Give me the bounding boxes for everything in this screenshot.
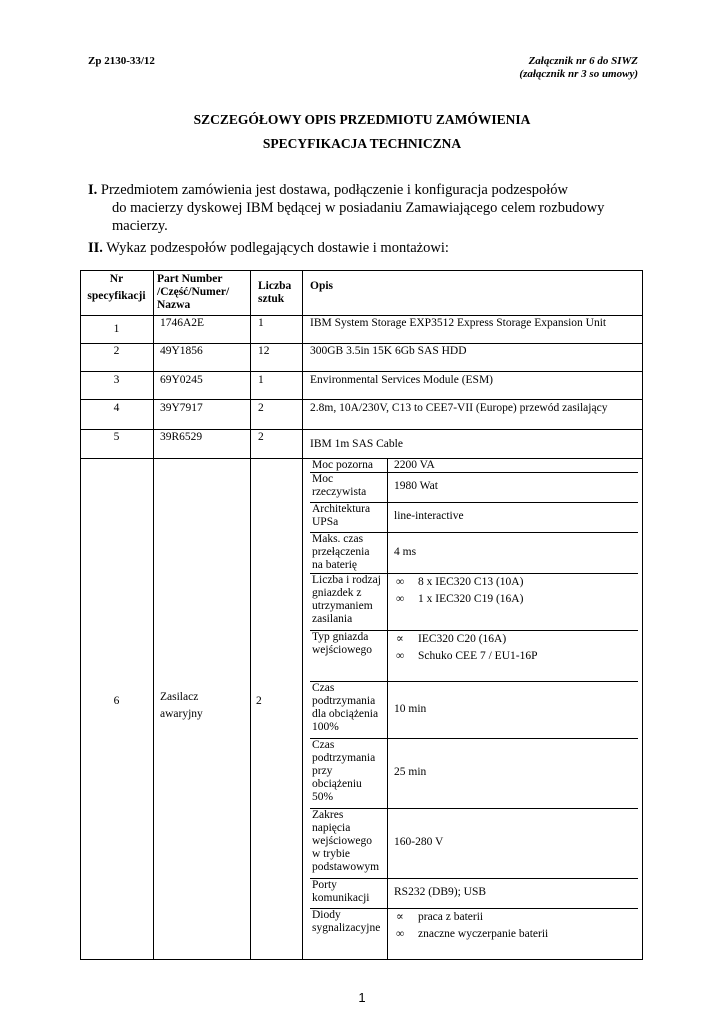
spec-label bbox=[312, 473, 385, 499]
spec-label-line: Zakres bbox=[312, 809, 344, 821]
spec-label-line: Moc pozorna bbox=[312, 459, 373, 471]
row-4-part: 39Y7917 bbox=[160, 402, 203, 414]
section-2-text: Wykaz podzespołów podlegających dostawie i montażowi: bbox=[106, 240, 449, 256]
row-1-qty: 1 bbox=[258, 317, 264, 329]
section-2-number: II. bbox=[88, 240, 103, 256]
spec-label-line: Architektura bbox=[312, 503, 371, 515]
bullet-icon: ∞ bbox=[396, 928, 405, 940]
spec-label bbox=[312, 503, 385, 529]
spec-bullet-list bbox=[396, 631, 537, 665]
bullet-icon: ∝ bbox=[396, 911, 404, 923]
spec-label-line: rzeczywista bbox=[312, 486, 367, 498]
spec-bullet-item bbox=[396, 648, 537, 665]
spec-value: 10 min bbox=[394, 702, 427, 715]
spec-label-line: 50% bbox=[312, 791, 334, 803]
spec-value: line-interactive bbox=[394, 510, 464, 522]
spec-label-line: Liczba i rodzaj bbox=[312, 574, 381, 586]
spec-label-line: dla obciążenia bbox=[312, 708, 379, 720]
row-2-part: 49Y1856 bbox=[160, 345, 203, 357]
bullet-text: 8 x IEC320 C13 (10A) bbox=[418, 576, 524, 588]
header-part-l1: Part Number bbox=[157, 273, 223, 285]
row-4-number: 4 bbox=[113, 402, 120, 414]
section-1-line-1 bbox=[88, 181, 638, 199]
row-2-qty: 12 bbox=[258, 345, 270, 357]
spec-label bbox=[312, 879, 385, 905]
header-qty-l2: sztuk bbox=[258, 293, 285, 305]
spec-label-line: w trybie bbox=[312, 848, 351, 860]
spec-value: RS232 (DB9); USB bbox=[394, 886, 487, 898]
spec-bullet-item bbox=[396, 591, 523, 608]
ups-spec-table bbox=[302, 458, 643, 960]
document-title: SZCZEGÓŁOWY OPIS PRZEDMIOTU ZAMÓWIENIA bbox=[193, 112, 531, 127]
bullet-text: znaczne wyczerpanie baterii bbox=[418, 928, 549, 940]
section-2 bbox=[88, 239, 638, 257]
row-4-desc: 2.8m, 10A/230V, C13 to CEE7-VII (Europe) przewód zasilający bbox=[310, 402, 608, 414]
bullet-text: IEC320 C20 (16A) bbox=[418, 633, 507, 645]
spec-label-line: gniazdek z bbox=[312, 587, 362, 599]
row-3-number: 3 bbox=[113, 374, 120, 386]
spec-value: 160-280 V bbox=[394, 836, 444, 848]
row-2-number: 2 bbox=[113, 345, 120, 357]
row-2-desc: 300GB 3.5in 15K 6Gb SAS HDD bbox=[310, 345, 467, 357]
spec-label-line: wejściowego bbox=[312, 835, 373, 847]
spec-label bbox=[312, 631, 385, 657]
bullet-text: 1 x IEC320 C19 (16A) bbox=[418, 593, 524, 605]
spec-value: 2200 VA bbox=[394, 459, 435, 471]
document-reference: Zp 2130-33/12 bbox=[88, 55, 155, 67]
spec-label-line: sygnalizacyjne bbox=[312, 922, 381, 934]
header-part-l3: Nazwa bbox=[157, 299, 191, 311]
spec-label-line: komunikacji bbox=[312, 892, 370, 904]
row-5-qty: 2 bbox=[258, 431, 264, 443]
header-part-number bbox=[157, 273, 229, 312]
bullet-icon: ∞ bbox=[396, 593, 405, 605]
spec-label-line: utrzymaniem bbox=[312, 600, 373, 612]
spec-label bbox=[312, 682, 385, 734]
annex-note bbox=[519, 55, 638, 81]
page-number: 1 bbox=[358, 990, 366, 1005]
spec-label bbox=[312, 459, 385, 472]
spec-bullet-item bbox=[396, 909, 548, 926]
spec-label bbox=[312, 739, 385, 804]
spec-bullet-list bbox=[396, 574, 523, 608]
spec-label-line: wejściowego bbox=[312, 644, 373, 656]
spec-value: 25 min bbox=[394, 766, 427, 778]
row-5-number: 5 bbox=[113, 431, 120, 443]
header-qty-l1: Liczba bbox=[258, 280, 292, 292]
ups-name-l1: Zasilacz bbox=[160, 691, 199, 703]
row-5-part: 39R6529 bbox=[160, 431, 203, 443]
row-6-qty: 2 bbox=[256, 695, 262, 707]
header-spec-number-l1: Nr bbox=[109, 273, 124, 285]
spec-bullet-item bbox=[396, 926, 548, 943]
ups-name-l2: awaryjny bbox=[160, 708, 203, 720]
spec-label-line: 100% bbox=[312, 721, 339, 733]
spec-label bbox=[312, 909, 385, 935]
section-1-text-1: Przedmiotem zamówienia jest dostawa, podłączenie i konfiguracja podzespołów bbox=[100, 182, 568, 198]
document-subtitle: SPECYFIKACJA TECHNICZNA bbox=[262, 136, 462, 151]
spec-label-line: podtrzymania bbox=[312, 695, 376, 707]
spec-label-line: Maks. czas bbox=[312, 533, 364, 545]
header-part-l2: /Część/Numer/ bbox=[157, 286, 230, 298]
spec-label bbox=[312, 574, 385, 626]
spec-bullet-item bbox=[396, 574, 523, 591]
spec-label bbox=[312, 533, 385, 572]
spec-label-line: zasilania bbox=[312, 613, 353, 625]
spec-label-line: Diody bbox=[312, 909, 341, 921]
annex-line-2: (załącznik nr 3 so umowy) bbox=[519, 68, 638, 80]
bullet-icon: ∞ bbox=[396, 650, 405, 662]
header-spec-number-l2: specyfikacji bbox=[87, 290, 146, 302]
bullet-text: Schuko CEE 7 / EU1-16P bbox=[418, 650, 538, 662]
bullet-text: praca z baterii bbox=[418, 911, 484, 923]
spec-bullet-list bbox=[396, 909, 548, 943]
row-1-part: 1746A2E bbox=[160, 317, 205, 329]
bullet-icon: ∞ bbox=[396, 576, 405, 588]
row-3-desc: Environmental Services Module (ESM) bbox=[310, 374, 494, 386]
section-1-number: I. bbox=[88, 182, 98, 198]
spec-label-line: UPSa bbox=[312, 516, 339, 528]
spec-label-line: przy bbox=[312, 765, 333, 777]
row-5-desc: IBM 1m SAS Cable bbox=[310, 438, 403, 450]
spec-label-line: podtrzymania bbox=[312, 752, 376, 764]
spec-label-line: obciążeniu bbox=[312, 778, 362, 790]
row-3-part: 69Y0245 bbox=[160, 374, 203, 386]
spec-label-line: napięcia bbox=[312, 822, 351, 834]
bullet-icon: ∝ bbox=[396, 633, 404, 645]
spec-label bbox=[312, 809, 385, 874]
spec-label-line: Typ gniazda bbox=[312, 631, 369, 643]
annex-line-1: Załącznik nr 6 do SIWZ bbox=[528, 55, 638, 67]
header-spec-number bbox=[80, 273, 153, 303]
section-1-line-2: do macierzy dyskowej IBM będącej w posiadaniu Zamawiającego celem rozbudowy bbox=[112, 200, 605, 216]
spec-bullet-item bbox=[396, 631, 537, 648]
spec-label-line: na baterię bbox=[312, 559, 358, 571]
section-1 bbox=[88, 181, 638, 235]
spec-label-line: przełączenia bbox=[312, 546, 370, 558]
header-quantity bbox=[258, 280, 291, 306]
components-table bbox=[80, 270, 643, 960]
section-1-line-3: macierzy. bbox=[112, 218, 168, 234]
row-3-qty: 1 bbox=[258, 374, 264, 386]
spec-label-line: podstawowym bbox=[312, 861, 380, 873]
row-4-qty: 2 bbox=[258, 402, 264, 414]
spec-value: 1980 Wat bbox=[394, 480, 438, 492]
spec-label-line: Porty bbox=[312, 879, 337, 891]
row-1-desc: IBM System Storage EXP3512 Express Storage Expansion Unit bbox=[310, 317, 607, 329]
spec-label-line: Czas bbox=[312, 739, 335, 751]
row-6-part bbox=[160, 689, 203, 723]
row-6-number: 6 bbox=[113, 695, 120, 707]
row-1-number: 1 bbox=[113, 323, 120, 335]
spec-label-line: Moc bbox=[312, 473, 334, 485]
header-description: Opis bbox=[310, 280, 334, 292]
spec-label-line: Czas bbox=[312, 682, 335, 694]
spec-value: 4 ms bbox=[394, 545, 417, 558]
